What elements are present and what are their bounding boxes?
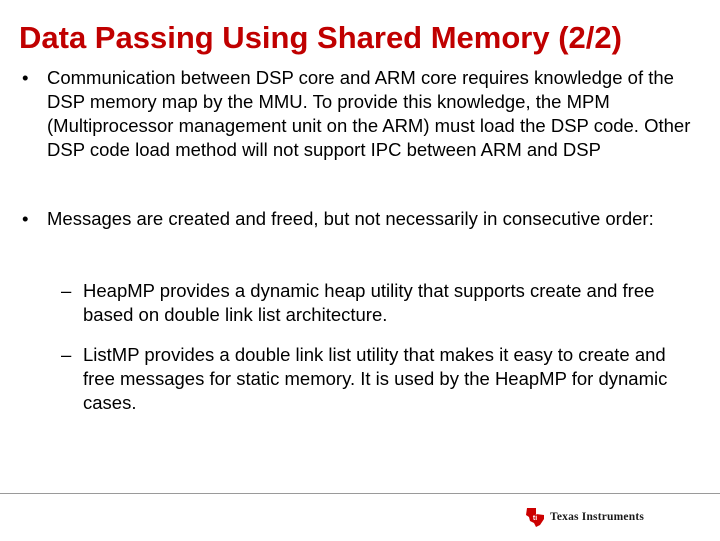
texas-state-icon — [524, 506, 546, 528]
texas-instruments-logo — [524, 506, 644, 528]
sub-bullet-marker: – — [61, 280, 72, 301]
bullet-marker: • — [22, 67, 29, 88]
footer-bar — [0, 493, 720, 541]
slide-title: Data Passing Using Shared Memory (2/2) — [19, 20, 622, 55]
bullet-item — [0, 207, 720, 255]
slide-body — [0, 66, 720, 415]
bullet-text: Communication between DSP core and ARM core requires knowledge of the DSP memory map by the MMU. To provide this knowledge, the MPM (Multiprocessor management unit on the ARM) must load the DSP code. Other DSP code load method will not support IPC between ARM and DSP — [47, 67, 691, 160]
sub-bullet-text: ListMP provides a double link list utility that makes it easy to create and free messages for static memory. It is used by the HeapMP for dynamic cases. — [83, 344, 668, 413]
logo-wordmark: Texas Instruments — [550, 511, 645, 523]
bullet-item — [0, 66, 720, 186]
sub-bullet-text: HeapMP provides a dynamic heap utility that supports create and free based on double link list architecture. — [83, 280, 655, 325]
svg-text:ti: ti — [532, 515, 538, 522]
bullet-text: Messages are created and freed, but not necessarily in consecutive order: — [47, 208, 654, 229]
sub-bullet-item — [0, 343, 720, 415]
sub-bullet-item — [0, 279, 720, 327]
bullet-marker: • — [22, 208, 29, 229]
sub-bullet-marker: – — [61, 344, 72, 365]
